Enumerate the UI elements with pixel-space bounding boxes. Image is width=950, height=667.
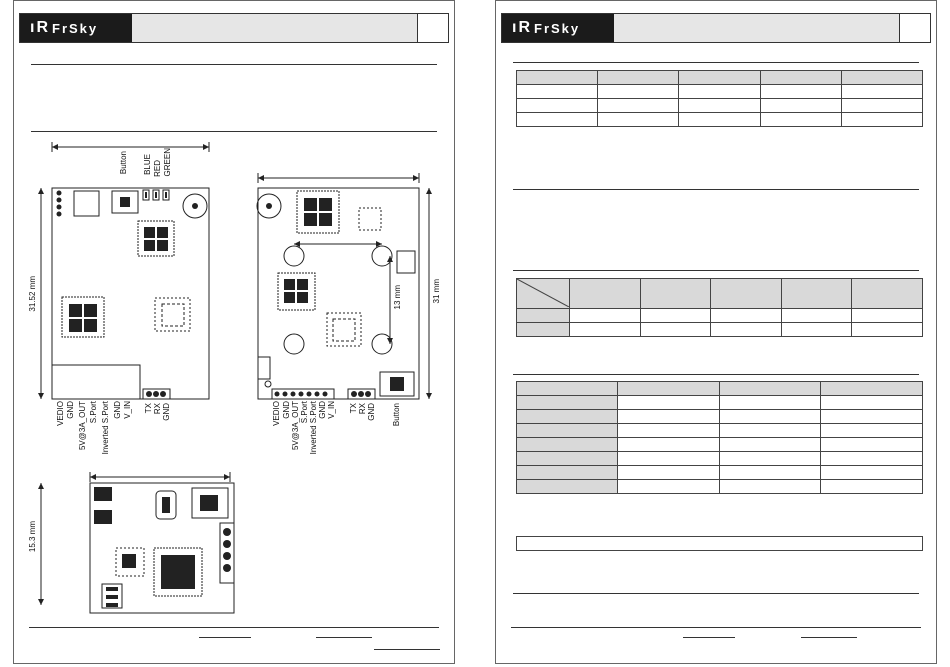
footer-underline <box>683 637 735 638</box>
section-divider <box>513 62 919 63</box>
led-label-red: RED <box>153 160 162 177</box>
table-row <box>517 438 923 452</box>
pin-label: GND <box>367 403 376 421</box>
pin-label: S.Port <box>89 401 98 424</box>
diagonal-line <box>517 279 569 307</box>
pin-label: V_IN <box>123 401 132 419</box>
table-row <box>517 396 923 410</box>
table-row <box>517 466 923 480</box>
pin-label: GND <box>318 401 327 419</box>
section-divider <box>513 270 919 271</box>
table-header-row <box>517 279 923 309</box>
section-divider <box>513 593 919 594</box>
top-height-dim: 31.52 mm <box>28 276 37 312</box>
pin-label: GND <box>162 403 171 421</box>
side-hole-dim: 13 mm <box>393 285 402 310</box>
pin-label: S.Port <box>300 401 309 424</box>
led-label-blue: BLUE <box>143 154 152 175</box>
spec-table-1 <box>516 70 923 127</box>
pin-label: VEDIO <box>272 401 281 426</box>
diagonal-header-cell <box>517 279 570 309</box>
logo-mark: ıR <box>30 19 50 36</box>
side-button-label: Button <box>392 403 401 427</box>
pin-label: GND <box>113 401 122 419</box>
right-page <box>495 0 937 664</box>
table-row <box>517 99 923 113</box>
pin-label: V_IN <box>327 401 336 419</box>
pin-label: TX <box>144 403 153 414</box>
pin-label: RX <box>358 403 367 415</box>
pin-label: 5V@3A_OUT <box>78 401 87 451</box>
led-label-green: GREEN <box>163 148 172 177</box>
table-row <box>517 323 923 337</box>
table-row <box>517 85 923 99</box>
page-number-box <box>899 14 930 42</box>
frsky-logo <box>502 14 614 42</box>
side-height-dim: 31 mm <box>432 279 441 304</box>
small-board-drawing <box>38 472 234 613</box>
footer-underline <box>199 637 251 638</box>
footer-underline <box>374 649 440 650</box>
top-button-label: Button <box>119 151 128 175</box>
table-row <box>517 452 923 466</box>
pin-label: GND <box>282 401 291 419</box>
table-header-row <box>517 382 923 396</box>
logo-text: FrSky <box>534 20 581 36</box>
table-row <box>517 424 923 438</box>
board-drawings <box>14 1 456 665</box>
spec-table-2 <box>516 278 923 337</box>
left-page <box>13 0 455 664</box>
table-row <box>517 113 923 127</box>
section-divider <box>513 374 919 375</box>
pin-label: RX <box>153 403 162 415</box>
top-board-drawing <box>38 142 209 399</box>
logo-mark: ıR <box>512 19 532 36</box>
footer-line <box>511 627 921 628</box>
logo-text: FrSky <box>52 20 99 36</box>
small-height-dim: 15.3 mm <box>28 521 37 553</box>
pin-label: TX <box>349 403 358 414</box>
spec-table-3 <box>516 381 923 494</box>
pin-label: GND <box>66 401 75 419</box>
pin-label: VEDIO <box>56 401 65 426</box>
pin-label: 5V@3A_OUT <box>291 401 300 451</box>
table-row <box>517 480 923 494</box>
footer-underline <box>316 637 372 638</box>
pin-label: Inverted S.Port <box>101 401 110 455</box>
pin-label: Inverted S.Port <box>309 401 318 455</box>
table-row <box>517 309 923 323</box>
table-row <box>517 410 923 424</box>
note-box <box>516 536 923 551</box>
footer-underline <box>801 637 857 638</box>
footer-line <box>29 627 439 628</box>
side-board-drawing <box>257 173 432 399</box>
section-divider <box>513 189 919 190</box>
table-header-row <box>517 71 923 85</box>
page-header <box>501 13 931 43</box>
